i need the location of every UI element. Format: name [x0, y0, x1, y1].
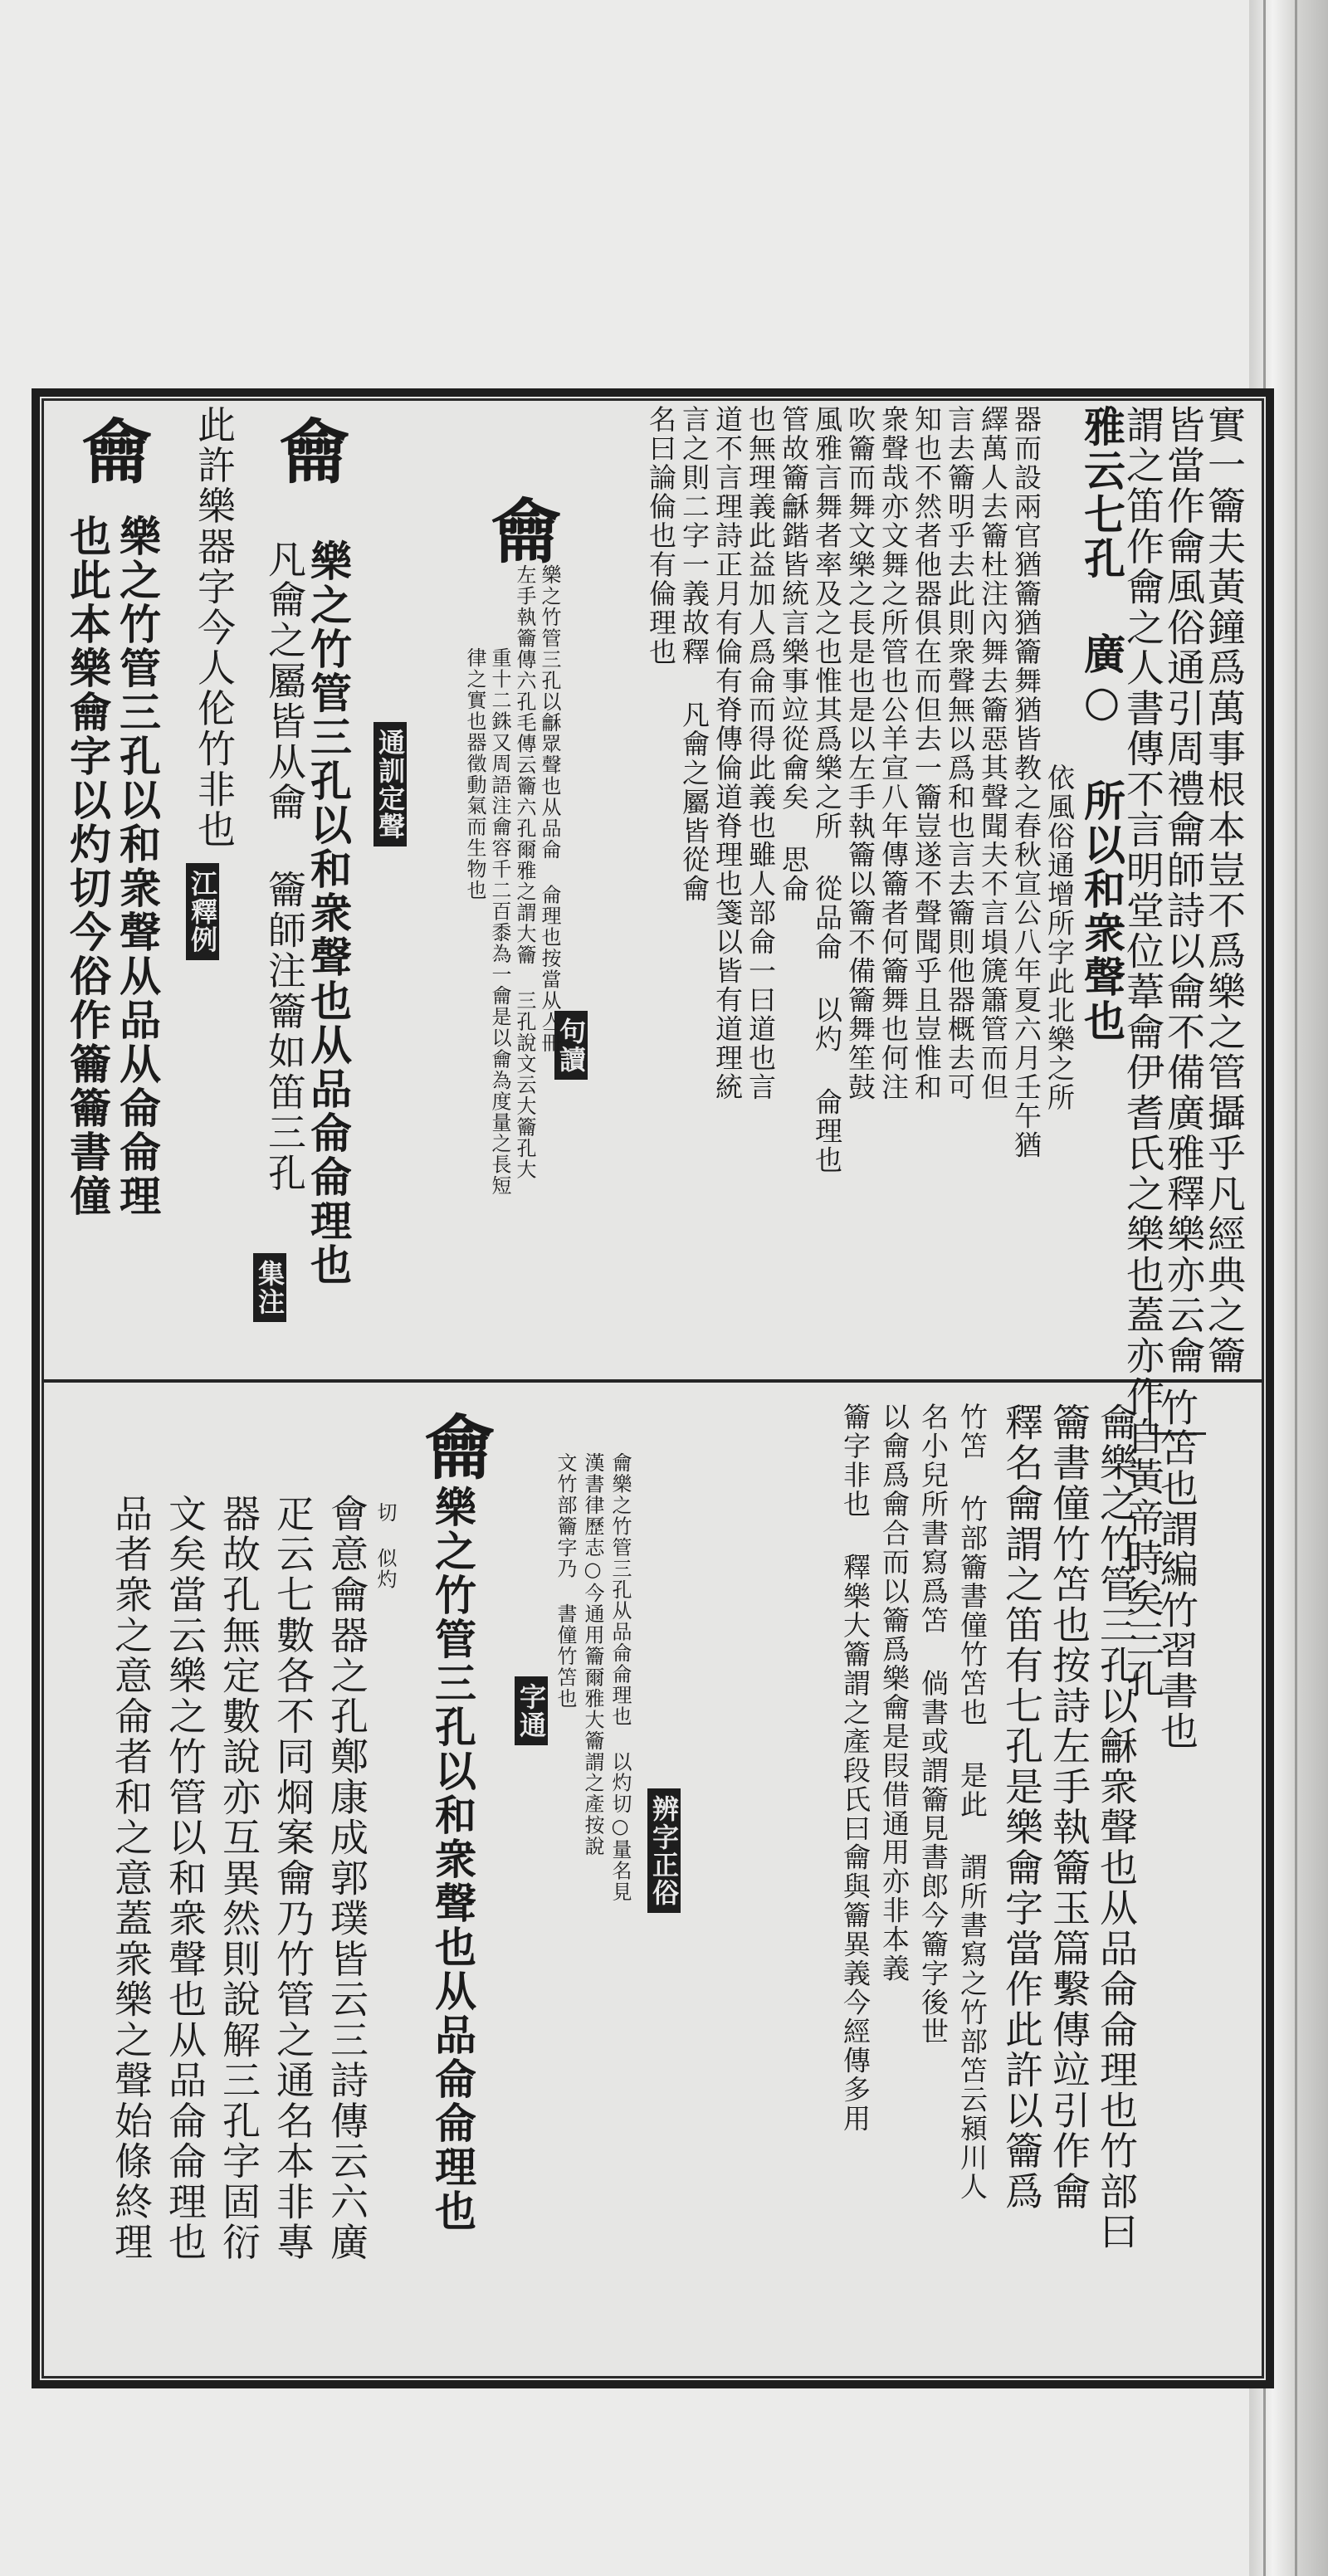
top-col-1: 實一籥夫黃鐘爲萬事根本豈不爲樂之管攝乎凡經典之籥 [1202, 405, 1247, 1377]
bottom-col-8: 龠樂之竹管三孔从品侖侖理也 以灼切○量名見 [608, 1452, 632, 1903]
top-col-12: 風雅言舞者率及之也惟其爲樂之所 從品侖 以灼 侖理也 [811, 405, 843, 1175]
stamp-shili: 江釋例 [186, 863, 219, 960]
headword-char: 龠 [71, 415, 153, 485]
top-col-10: 衆聲哉亦文舞之所管也公羊宣八年傳籥者何籥舞也何注 [877, 405, 910, 1102]
note-col-b: 重十二銖又周語注龠容千二百黍為一龠是以龠為度量之長短 [488, 647, 511, 1197]
bottom-b-col-3: 疋云七數各不同烱案龠乃竹管之通名本非專 [271, 1494, 315, 2263]
top-a-col-1: 樂之竹管三孔以和衆聲也从品侖侖理也 [304, 539, 353, 1287]
note-col-c: 律之實也器徵動氣而生物也 [463, 647, 486, 901]
bottom-b-col-5: 文矣當云樂之竹管以和衆聲也从品侖侖理也 [163, 1494, 208, 2263]
bottom-col-6: 以龠爲龠合而以籥爲樂龠是叚借通用亦非本義 [878, 1403, 911, 1983]
stamp-tongxun: 通訓定聲 [374, 722, 407, 846]
bottom-b-col-side: 切 似灼 [374, 1502, 397, 1590]
top-col-13: 管故籥龢鍇皆統言樂事竝從龠矣 思侖 [778, 405, 810, 904]
stamp-zitong: 字通 [515, 1676, 548, 1745]
top-col-4: 雅云七孔 廣○ 所以和衆聲也 [1077, 405, 1126, 1043]
section-divider [42, 1379, 1264, 1383]
note-col-a: 左手執籥傳六孔毛傳云籥六孔爾雅之謂大籥 三孔說文云大籥孔大 [513, 564, 536, 1180]
bottom-col-5: 名小兒所書寫爲笘 倘書或謂籥見書郎今籥字後世 [917, 1403, 950, 2047]
headword-char: 龠 [480, 495, 562, 564]
bottom-b-col-2: 會意龠器之孔鄭康成郭璞皆云三詩傳云六廣 [325, 1494, 369, 2263]
bottom-b-col-6: 品者衆之意侖者和之意蓋衆樂之聲始條終理 [109, 1494, 154, 2263]
stamp-bianzi: 辨字正俗 [647, 1788, 681, 1913]
bottom-col-1: 龠樂之竹管三孔以龢衆聲也从品侖侖理也竹部曰 [1094, 1403, 1139, 2252]
top-a-col-3: 此許樂器字今人伦竹非也 [192, 405, 237, 851]
headword-char: 龠 [268, 415, 350, 485]
top-col-6: 器而設兩官猶籥猶籥舞猶皆教之春秋宣公八年夏六月壬午猶 [1010, 405, 1042, 1160]
bottom-col-7: 籥字非也 釋樂大籥謂之產段氏曰龠與籥異義今經傳多用 [839, 1403, 872, 2134]
top-a-col-2: 凡龠之屬皆从龠 籥師注籥如笛三孔 [262, 539, 307, 1194]
bottom-col-4: 竹笘 竹部籥書僮竹笘也 是此 謂所書寫之竹部笘云潁川人 [956, 1403, 989, 2202]
bottom-b-col-1: 樂之竹管三孔以和衆聲也从品侖侖理也 [428, 1486, 477, 2233]
bottom-b-col-4: 器故孔無定數說亦互異然則說解三孔字固衍 [217, 1494, 261, 2263]
top-right-edge-col: 竹笘也謂編竹習書也 [1155, 1388, 1199, 1752]
top-a-col-4: 樂之竹管三孔以和衆聲从品从侖侖理 [113, 515, 162, 1218]
top-col-7: 繹萬人去籥杜注內舞去籥惡其聲聞夫不言塤篪簫管而但 [977, 405, 1009, 1102]
top-col-3: 謂之笛作龠之人書傳不言明堂位葦龠伊耆氏之樂也蓋亦作自黃帝時矣三孔 [1120, 405, 1165, 1700]
bottom-col-3: 釋名龠謂之笛有七孔是樂龠字當作此許以籥爲 [999, 1403, 1044, 2213]
top-col-2: 皆當作龠風俗通引周禮龠師詩以龠不備廣雅釋樂亦云龠 [1161, 405, 1206, 1377]
top-col-9: 知也不然者他器俱在而但去一籥豈遂不聲聞乎且豈惟和 [911, 405, 943, 1102]
top-col-11: 吹籥而舞文樂之長是也是以左手執籥以籥不備籥舞笙鼓 [844, 405, 876, 1102]
top-col-8: 言去籥明乎去此則衆聲無以爲和也言去籥則他器概去可 [944, 405, 976, 1102]
bottom-col-2: 籥書僮竹笘也按詩左手執籥玉篇繫傳竝引作龠 [1047, 1403, 1091, 2213]
edge-line [1295, 0, 1297, 2576]
bottom-col-9: 漢書律歷志○今通用籥爾雅大籥謂之產按說 [581, 1452, 604, 1857]
top-col-14: 也無理義此益加人爲侖而得此義也雖人部侖一曰道也言 [745, 405, 777, 1102]
stamp-judu: 句讀 [554, 1011, 588, 1080]
stamp-jizhu: 集注 [253, 1253, 286, 1322]
note-sub: 樂之竹管三孔以龢眾聲也从品侖 侖理也按當从亼冊 [538, 564, 561, 1054]
headword-char: 龠 [413, 1411, 496, 1481]
bottom-col-10: 文竹部籥字乃 書僮竹笘也 [554, 1452, 577, 1710]
top-col-15: 道不言理詩正月有倫有脊傳倫道脊理也箋以皆有道理統 [711, 405, 744, 1102]
top-col-5: 依風俗通增所字此北樂之所 [1043, 764, 1076, 1112]
top-col-16: 言之則二字一義故釋 凡龠之屬皆從龠 [678, 405, 710, 904]
top-a-col-5: 也此本樂龠字以灼切今俗作籥籥書僮 [63, 515, 112, 1218]
top-col-17: 名曰論倫也有倫理也 [645, 405, 677, 666]
